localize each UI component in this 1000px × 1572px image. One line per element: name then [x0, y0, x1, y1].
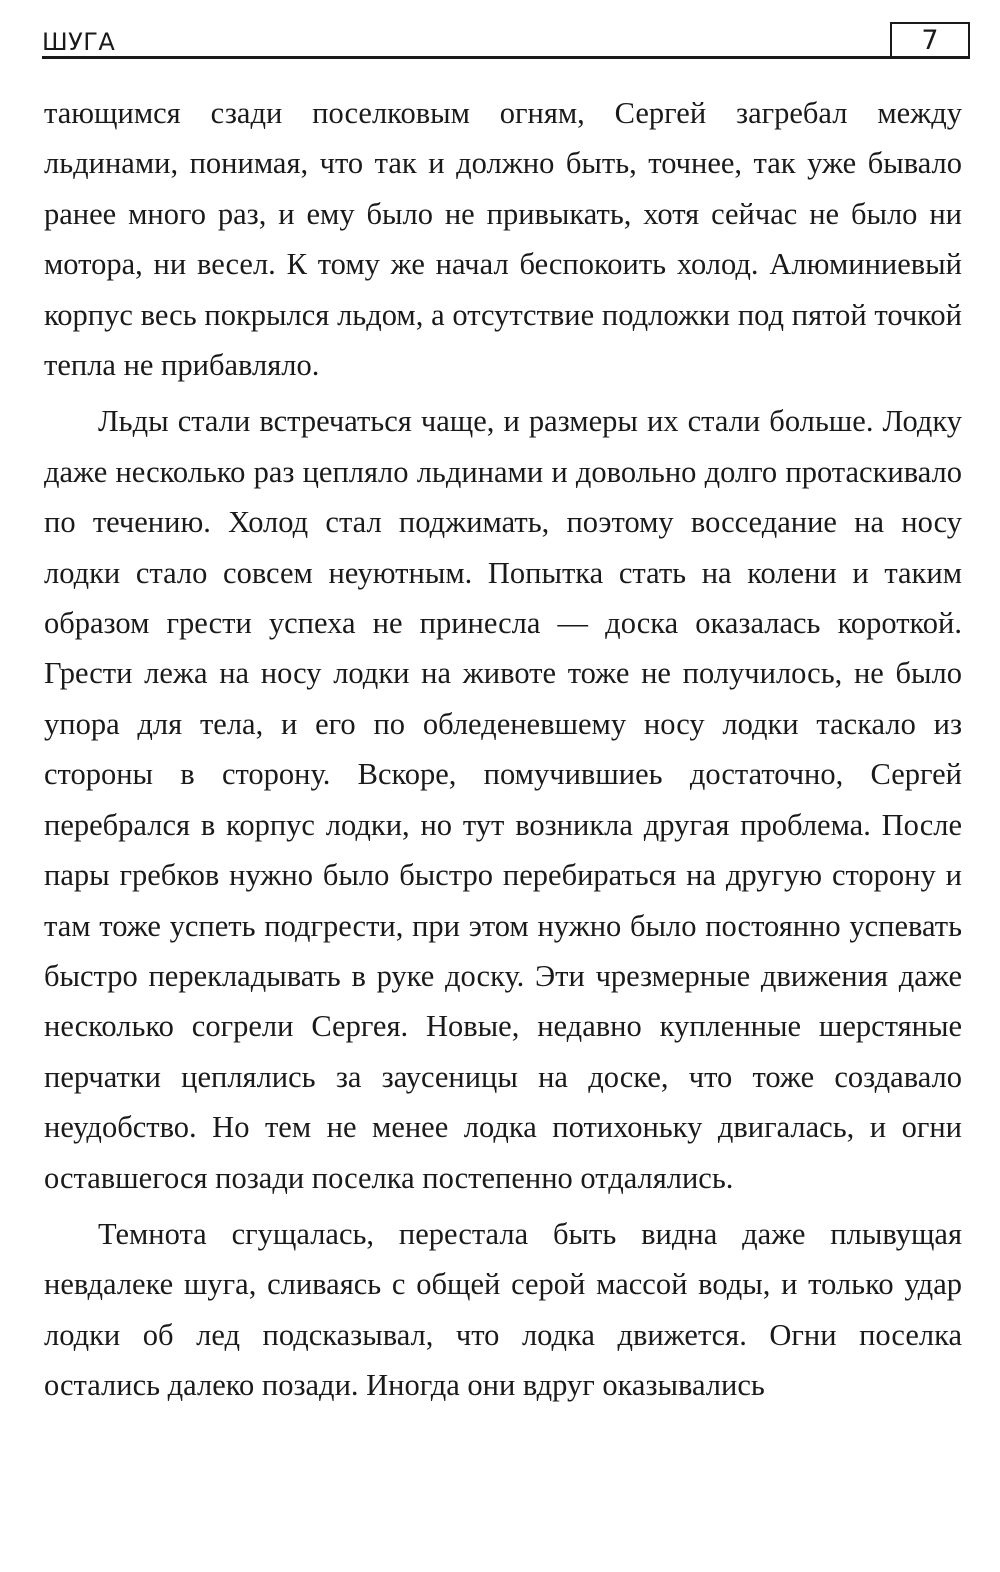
- paragraph-3: Темнота сгущалась, перестала быть видна даже плывущая невдалеке шуга, сливаясь с общей серой массой воды, и только удар лодки об лед подсказывал, что лодка движется. Огни поселка остались далеко позади. Иногда они вдруг оказывались: [44, 1216, 962, 1403]
- paragraph-1: тающимся сзади поселковым огням, Сергей загребал между льдинами, понимая, что так и должно быть, точнее, так уже бывало ранее много раз, и ему было не привыкать, хотя сейчас не было ни мотора, ни весел. К тому же начал беспокоить холод. Алюминиевый корпус весь покрылся льдом, а отсутствие подложки под пятой точкой тепла не прибавляло.: [44, 96, 962, 383]
- paragraph-2: Льды стали встречаться чаще, и размеры их стали больше. Лодку даже несколько раз цепляло льдинами и довольно долго протаскивало по течению. Холод стал поджимать, поэтому восседание на носу лодки стало совсем неуютным. Попытка стать на колени и таким образом грести успеха не принесла — доска оказалась короткой. Грести лежа на носу лодки на животе тоже не получилось, не было упора для тела, и его по обледеневшему носу лодки таскало из стороны в сторону. Вскоре, помучившиеь достаточно, Сергей перебрался в корпус лодки, но тут возникла другая проблема. После пары гребков нужно было быстро перебираться на другую сторону и там тоже успеть подгрести, при этом нужно было постоянно успевать быстро перекладывать в руке доску. Эти чрезмерные движения даже несколько согрели Сергея. Новые, недавно купленные шерстяные перчатки цеплялись за заусеницы на доске, что тоже создавало неудобство. Но тем не менее лодка потихоньку двигалась, и огни оставшегося позади поселка постепенно отдалялись.: [44, 404, 962, 1195]
- page-header: [42, 22, 970, 62]
- page-number: 7: [890, 22, 970, 56]
- running-title: ШУГА: [42, 28, 116, 56]
- body-text: [44, 88, 962, 1417]
- header-rule: [42, 56, 970, 59]
